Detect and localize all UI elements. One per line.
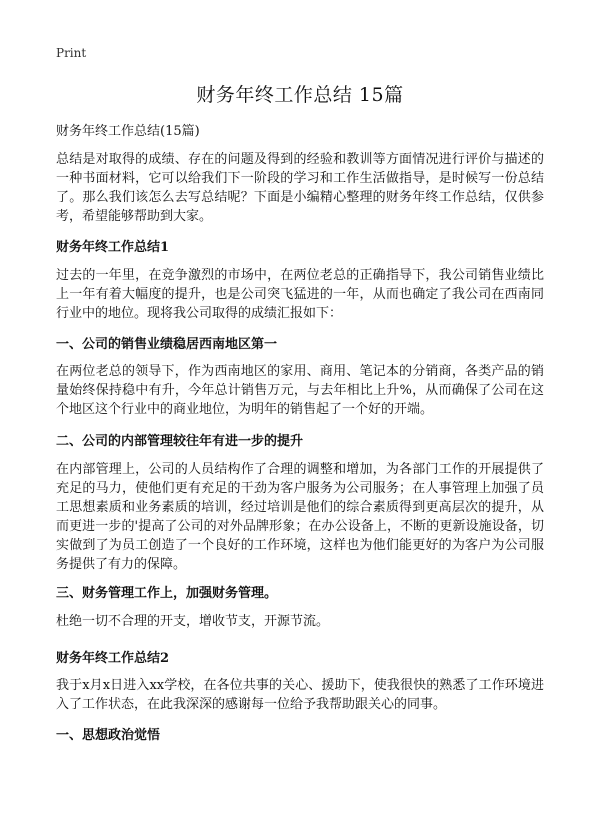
section-heading-2: 财务年终工作总结2 <box>56 651 170 666</box>
document-title: 财务年终工作总结 15篇 <box>196 84 404 106</box>
part-1-paragraph: 在两位老总的领导下，作为西南地区的家用、商用、笔记本的分销商，各类产品的销量始终保持稳中有升，今年总计销售万元，与去年相比上升%，从而确保了公司在这个地区这个行业中的商业地位，为明年的销售起了一个好的开端。 <box>56 364 544 417</box>
part-3-paragraph: 杜绝一切不合理的开支，增收节支，开源节流。 <box>56 614 330 629</box>
section-heading-1: 财务年终工作总结1 <box>56 240 170 255</box>
part-heading-3: 三、财务管理工作上，加强财务管理。 <box>56 586 278 601</box>
part-heading-2: 二、公司的内部管理较往年有进一步的提升 <box>56 434 304 449</box>
section-1-paragraph: 过去的一年里，在竞争激烈的市场中，在两位老总的正确指导下，我公司销售业绩比上一年有着大幅度的提升，也是公司突飞猛进的一年，从而也确定了我公司在西南同行业中的地位。现将我公司取得的成绩汇报如下： <box>56 268 544 321</box>
section-2-paragraph: 我于x月x日进入xx学校，在各位共事的关心、援助下，使我很快的熟悉了工作环境进入了工作状态，在此我深深的感谢每一位给予我帮助跟关心的同事。 <box>56 678 544 712</box>
document-subtitle: 财务年终工作总结(15篇) <box>56 124 200 139</box>
part-2-paragraph: 在内部管理上，公司的人员结构作了合理的调整和增加，为各部门工作的开展提供了充足的马力，使他们更有充足的干劲为客户服务为公司服务；在人事管理上加强了员工思想素质和业务素质的培训，经过培训是他们的综合素质得到更高层次的提升，从而更进一步的'提高了公司的对外品牌形象；在办公设备上，不断的更新设施设备，切实做到了为员工创造了一个良好的工作环境，这样也为他们能更好的为客户为公司服务提供了有力的保障。 <box>56 462 544 572</box>
part-heading-1: 一、公司的销售业绩稳居西南地区第一 <box>56 337 278 352</box>
intro-paragraph: 总结是对取得的成绩、存在的问题及得到的经验和教训等方面情况进行评价与描述的一种书面材料，它可以给我们下一阶段的学习和工作生活做指导，是时候写一份总结了。那么我们该怎么去写总结呢？下面是小编精心整理的财务年终工作总结，仅供参考，希望能够帮助到大家。 <box>56 152 544 224</box>
part-heading-4: 一、思想政治觉悟 <box>56 728 161 743</box>
print-label[interactable]: Print <box>56 46 87 60</box>
